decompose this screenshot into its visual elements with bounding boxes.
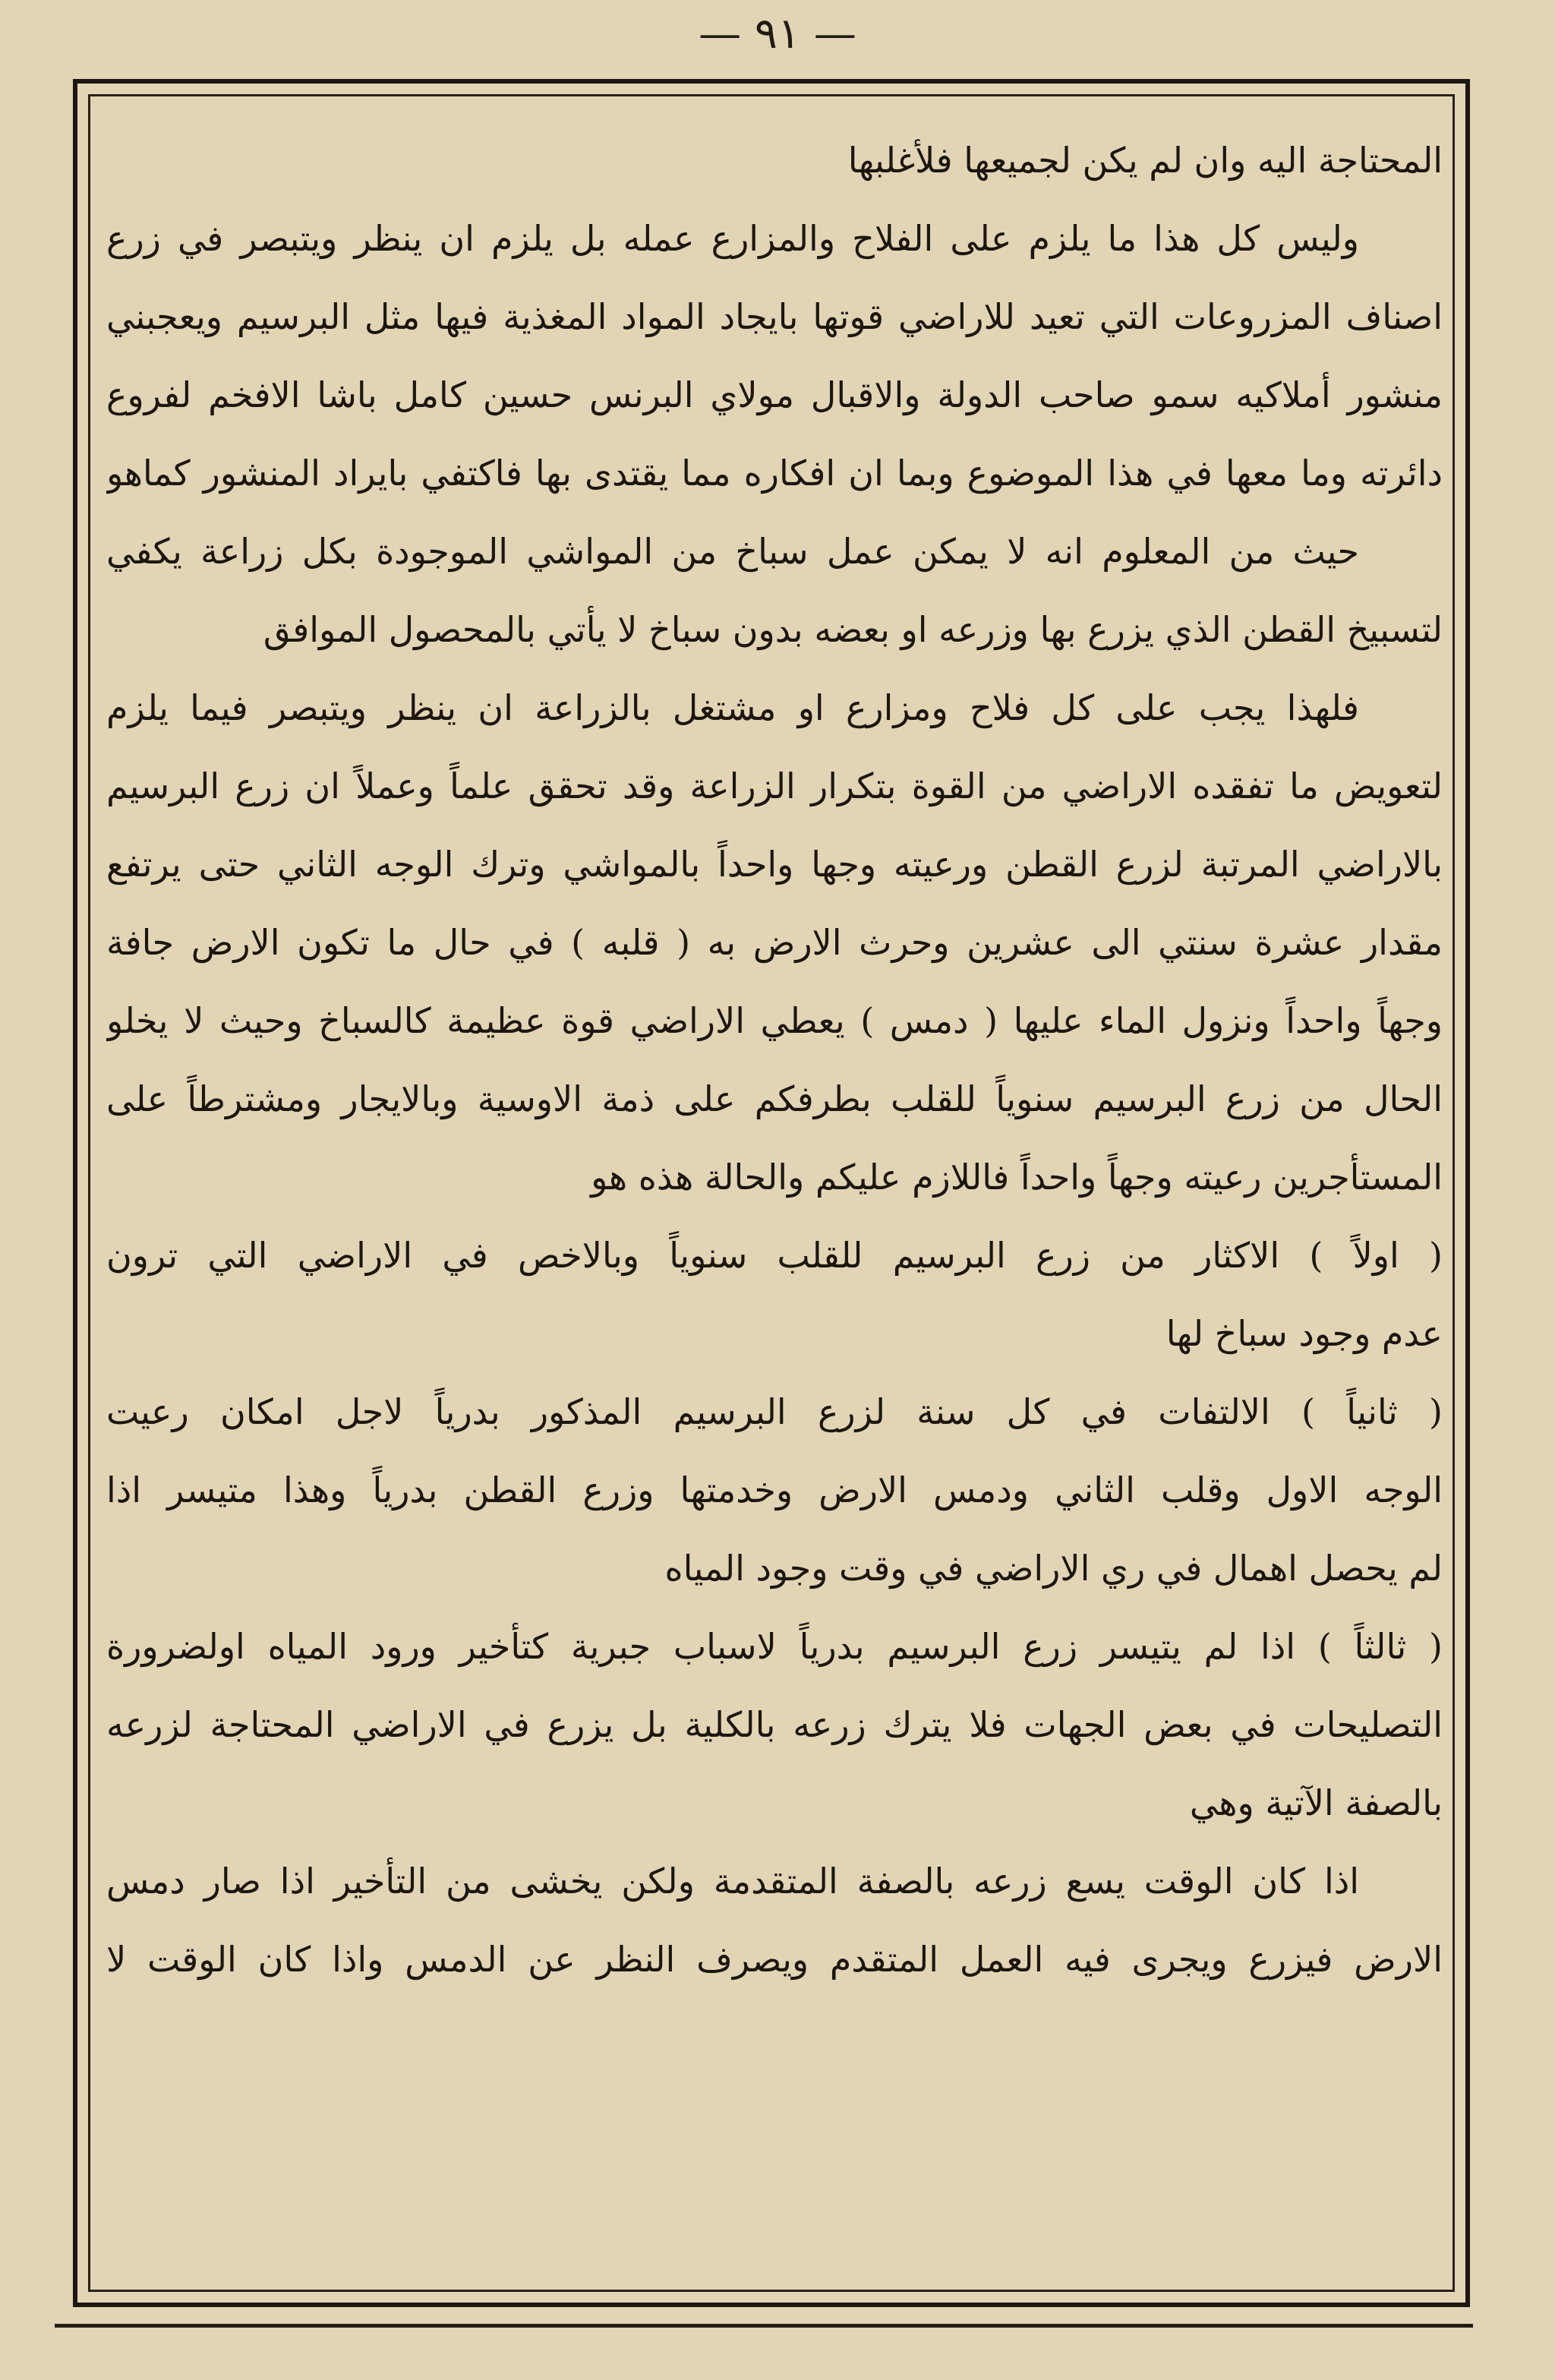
text-line: ( ثانياً ) الالتفات في كل سنة لزرع البرسيم المذكور بدرياً لاجل امكان رعيت (106, 1391, 1443, 1432)
text-line: اذا كان الوقت يسع زرعه بالصفة المتقدمة ولكن يخشى من التأخير اذا صار دمس (106, 1861, 1359, 1902)
text-line: فلهذا يجب على كل فلاح ومزارع او مشتغل بالزراعة ان ينظر ويتبصر فيما يلزم (106, 687, 1359, 728)
text-line: الوجه الاول وقلب الثاني ودمس الارض وخدمتها وزرع القطن بدرياً وهذا متيسر اذا (106, 1469, 1443, 1510)
text-line: لتسبيخ القطن الذي يزرع بها وزرعه او بعضه بدون سباخ لا يأتي بالمحصول الموافق (263, 609, 1443, 650)
text-line: المستأجرين رعيته وجهاً واحداً فاللازم عليكم والحالة هذه هو (591, 1157, 1443, 1198)
text-line: حيث من المعلوم انه لا يمكن عمل سباخ من المواشي الموجودة بكل زراعة يكفي (106, 531, 1359, 572)
bottom-rule (55, 2324, 1473, 2328)
text-line: لتعويض ما تفقده الاراضي من القوة بتكرار الزراعة وقد تحقق علماً وعملاً ان زرع البرسيم (106, 765, 1443, 806)
text-line: وجهاً واحداً ونزول الماء عليها ( دمس ) يعطي الاراضي قوة عظيمة كالسباخ وحيث لا يخلو (106, 1000, 1443, 1041)
text-line: وليس كل هذا ما يلزم على الفلاح والمزارع عمله بل يلزم ان ينظر ويتبصر في زرع (106, 218, 1359, 259)
text-line: عدم وجود سباخ لها (1165, 1313, 1443, 1354)
text-line: الحال من زرع البرسيم سنوياً للقلب بطرفكم على ذمة الاوسية وبالايجار ومشترطاً على (106, 1078, 1443, 1119)
text-line: لم يحصل اهمال في ري الاراضي في وقت وجود المياه (664, 1548, 1443, 1589)
text-line: بالاراضي المرتبة لزرع القطن ورعيته وجها واحداً بالمواشي وترك الوجه الثاني حتى يرتفع (106, 844, 1443, 885)
text-line: مقدار عشرة سنتي الى عشرين وحرث الارض به ( قلبه ) في حال ما تكون الارض جافة (106, 922, 1443, 963)
text-line: المحتاجة اليه وان لم يكن لجميعها فلأغلبها (847, 140, 1443, 181)
text-body (106, 122, 1443, 2293)
text-line: التصليحات في بعض الجهات فلا يترك زرعه بالكلية بل يزرع في الاراضي المحتاجة لزرعه (106, 1704, 1443, 1745)
text-line: اصناف المزروعات التي تعيد للاراضي قوتها بايجاد المواد المغذية فيها مثل البرسيم ويعجبني (106, 296, 1443, 337)
text-line: بالصفة الآتية وهي (1189, 1782, 1443, 1823)
text-line: الارض فيزرع ويجرى فيه العمل المتقدم ويصرف النظر عن الدمس واذا كان الوقت لا (106, 1939, 1443, 1980)
text-line: منشور أملاكيه سمو صاحب الدولة والاقبال مولاي البرنس حسين كامل باشا الافخم لفروع (106, 374, 1443, 415)
text-line: ( اولاً ) الاكثار من زرع البرسيم للقلب سنوياً وبالاخص في الاراضي التي ترون (106, 1235, 1443, 1276)
text-line: ( ثالثاً ) اذا لم يتيسر زرع البرسيم بدرياً لاسباب جبرية كتأخير ورود المياه اولضرورة (106, 1626, 1443, 1667)
page-number: — ٩١ — (699, 9, 856, 58)
text-line: دائرته وما معها في هذا الموضوع وبما ان افكاره مما يقتدى بها فاكتفي بايراد المنشور كماهو (106, 453, 1443, 494)
